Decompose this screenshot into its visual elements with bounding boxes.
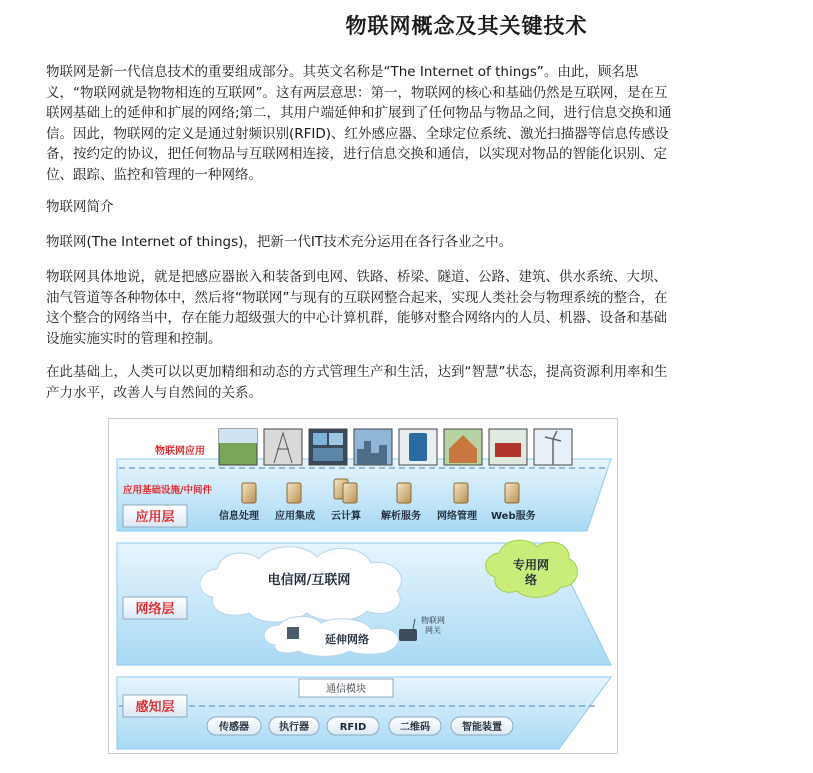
page-title: 物联网概念及其关键技术 (345, 14, 588, 38)
device-label: RFID (339, 722, 367, 733)
phone-icon (409, 433, 427, 461)
service-label: 应用集成 (275, 511, 315, 522)
server-icon (454, 483, 468, 503)
gateway-icon (399, 629, 417, 641)
truck-icon (495, 443, 521, 457)
device-label: 二维码 (400, 722, 430, 733)
network-layer-label: 网络层 (135, 602, 175, 617)
sensor-node-icon (287, 627, 299, 639)
server-icon (287, 483, 301, 503)
apps-label: 物联网应用 (155, 446, 205, 457)
service-label: 信息处理 (219, 511, 259, 522)
private-network-label-line1: 专用网 (512, 558, 550, 572)
paragraph-intro: 物联网(The Internet of things)，把新一代IT技术充分运用在各行各业之中。 (46, 234, 513, 250)
private-network-label-line2: 络 (524, 573, 538, 587)
paragraph-definition: 物联网是新一代信息技术的重要组成部分。其英文名称是“The Internet of things”。由此，顾名思义，“物联网就是物物相连的互联网”。这有两层意思：第一，物联网的核心和基础仍然是互联网，是在互联网基础上的延伸和扩展的网络;第二，其用户端延伸和扩展到了任何物品与物品之间，进行信息交换和通信。因此，物联网的定义是通过射频识别(RFID)、红外感应器、全球定位系统、激光扫描器等信息传感设备，按约定的协议，把任何物品与互联网相连接，进行信息交换和通信，以实现对物品的智能化识别、定位、跟踪、监控和管理的一种网络。 (46, 64, 672, 183)
paragraph-benefit: 在此基础上，人类可以以更加精细和动态的方式管理生产和生活，达到“智慧”状态，提高资源利用率和生产力水平，改善人与自然间的关系。 (46, 364, 668, 401)
screen-icon (313, 448, 343, 461)
server-icon (343, 483, 357, 503)
server-icon (397, 483, 411, 503)
device-label: 执行器 (279, 722, 309, 733)
iot-architecture-diagram (108, 418, 618, 754)
device-label: 传感器 (219, 722, 249, 733)
service-label: 网络管理 (437, 511, 477, 522)
gateway-label-line2: 网关 (425, 626, 441, 635)
application-layer-label: 应用层 (135, 510, 175, 525)
diagram-svg (109, 419, 618, 754)
gateway-label-line1: 物联网 (421, 616, 445, 625)
service-label: Web服务 (491, 511, 536, 522)
app-thumb-farm-sky (219, 429, 257, 443)
service-label: 解析服务 (381, 511, 421, 522)
comm-module-label: 通信模块 (326, 684, 366, 695)
middleware-label: 应用基础设施/中间件 (123, 485, 212, 496)
service-label: 云计算 (331, 511, 361, 522)
perception-layer-label: 感知层 (135, 700, 175, 715)
screen-icon (313, 433, 327, 445)
telecom-internet-label: 电信网/互联网 (267, 573, 351, 588)
server-icon (242, 483, 256, 503)
paragraph-detail: 物联网具体地说，就是把感应器嵌入和装备到电网、铁路、桥梁、隧道、公路、建筑、供水系统、大坝、油气管道等各种物体中，然后将“物联网”与现有的互联网整合起来，实现人类社会与物理系统的整合，在这个整合的网络当中，存在能力超级强大的中心计算机群，能够对整合网络内的人员、机器、设备和基础设施实施实时的管理和控制。 (46, 269, 668, 347)
device-label: 智能装置 (462, 722, 502, 733)
extended-network-label: 延伸网络 (325, 633, 369, 646)
server-icon (505, 483, 519, 503)
paragraph-heading-intro: 物联网简介 (46, 199, 114, 215)
screen-icon (329, 433, 343, 445)
